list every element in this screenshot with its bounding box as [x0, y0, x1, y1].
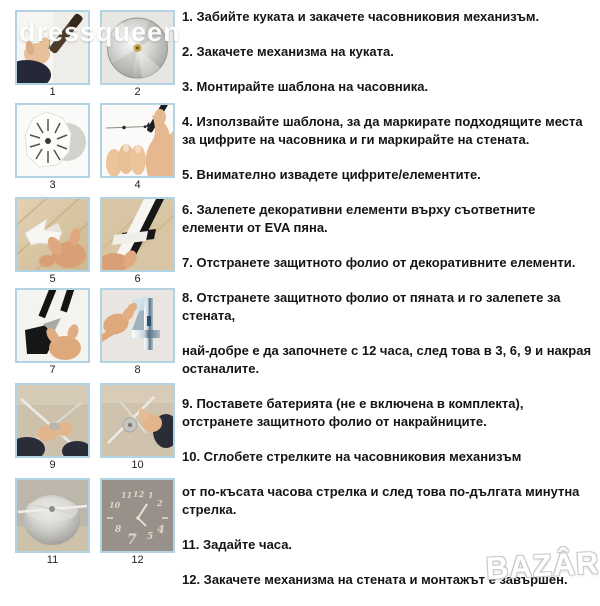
instruction-step-10: 10. Сглобете стрелките на часовниковия механизъм [182, 449, 522, 464]
figure-row-4 [15, 288, 175, 376]
instruction-step-8: 8. Отстранете защитното фолио от пяната и го залепете за стената, [182, 290, 561, 323]
step-figure-4 [100, 103, 175, 191]
step-6-photo [100, 197, 175, 272]
step-2-photo [100, 10, 175, 85]
step-figure-6 [100, 197, 175, 285]
glue-decor-icon [102, 199, 173, 270]
instruction-step-5: 5. Внимателно извадете цифрите/елементите. [182, 167, 481, 182]
step-5-photo [15, 197, 90, 272]
instruction-step-8-continued: най-добре е да започнете с 12 часа, след това в 3, 6, 9 и накрая останалите. [182, 343, 592, 376]
svg-text:12: 12 [133, 489, 145, 499]
step-11-caption: 11 [46, 554, 59, 566]
step-5-caption: 5 [49, 273, 56, 285]
instruction-step-1: 1. Забийте куката и закачете часовниковия механизъм. [182, 9, 540, 24]
step-11-photo [15, 478, 90, 553]
marking-pen-icon [102, 105, 173, 176]
step-2-caption: 2 [134, 86, 141, 98]
step-figure-5 [15, 197, 90, 285]
foam-element-icon [17, 199, 88, 270]
svg-text:1: 1 [148, 490, 154, 500]
step-9-caption: 9 [49, 459, 56, 471]
step-figure-11 [15, 478, 90, 566]
step-6-caption: 6 [134, 273, 141, 285]
clock-mechanism-icon [102, 12, 173, 83]
figure-row-3 [15, 197, 175, 285]
instruction-step-3: 3. Монтирайте шаблона на часовника. [182, 79, 429, 94]
step-figure-9 [15, 383, 90, 471]
peel-film-mirror-icon [102, 290, 173, 361]
step-7-photo [15, 288, 90, 363]
instruction-step-12: 12. Закачете механизма на стената и монтажът е завършен. [182, 572, 568, 587]
svg-text:5: 5 [147, 532, 154, 542]
step-figure-12 [100, 478, 175, 566]
step-3-photo [15, 103, 90, 178]
step-1-photo [15, 10, 90, 85]
figure-row-5 [15, 383, 175, 471]
step-1-caption: 1 [49, 86, 56, 98]
step-figure-3 [15, 103, 90, 191]
figure-row-6 [15, 478, 175, 566]
instruction-step-2: 2. Закачете механизма на куката. [182, 44, 394, 59]
instruction-step-6: 6. Залепете декоративни елементи върху съответните елементи от EVA пяна. [182, 202, 536, 235]
attach-hands-icon [102, 385, 173, 456]
step-3-caption: 3 [49, 179, 56, 191]
step-10-caption: 10 [131, 459, 144, 471]
assemble-hands-icon [17, 385, 88, 456]
step-8-photo [100, 288, 175, 363]
instruction-step-9: 9. Поставете батерията (не е включена в комплекта), отстранете защитното фолио от накрайниците. [182, 396, 524, 429]
figure-row-1 [15, 10, 175, 98]
svg-text:7: 7 [127, 532, 137, 548]
instruction-step-4: 4. Използвайте шаблона, за да маркирате подходящите места за цифрите на часовника и ги маркирайте на стената. [182, 114, 583, 147]
mechanism-with-hands-icon [17, 480, 88, 551]
peel-film-decor-icon [17, 290, 88, 361]
marketplace-watermark: BAZÂR [485, 545, 600, 586]
hammer-hook-icon [17, 12, 88, 83]
svg-text:2: 2 [157, 498, 163, 508]
step-figure-2 [100, 10, 175, 98]
instructions-panel [182, 8, 596, 606]
step-8-caption: 8 [134, 364, 141, 376]
step-4-photo [100, 103, 175, 178]
step-4-caption: 4 [134, 179, 141, 191]
step-figure-1 [15, 10, 90, 98]
svg-text:8: 8 [115, 525, 122, 535]
svg-text:11: 11 [121, 490, 133, 500]
finished-clock-icon [102, 480, 173, 551]
step-figure-8 [100, 288, 175, 376]
step-12-caption: 12 [131, 554, 144, 566]
svg-text:4: 4 [157, 523, 165, 536]
instruction-step-10-continued: от по-късата часова стрелка и след това по-дългата минутна стрелка. [182, 484, 580, 517]
step-figure-10 [100, 383, 175, 471]
instruction-step-11: 11. Задайте часа. [182, 537, 293, 552]
figure-row-2 [15, 103, 175, 191]
svg-text:10: 10 [109, 500, 121, 510]
template-icon [17, 105, 88, 176]
step-12-photo [100, 478, 175, 553]
step-7-caption: 7 [49, 364, 56, 376]
step-figure-7 [15, 288, 90, 376]
step-10-photo [100, 383, 175, 458]
instruction-step-7: 7. Отстранете защитното фолио от декоративните елементи. [182, 255, 576, 270]
step-9-photo [15, 383, 90, 458]
shop-watermark: dressqueen [19, 17, 181, 47]
